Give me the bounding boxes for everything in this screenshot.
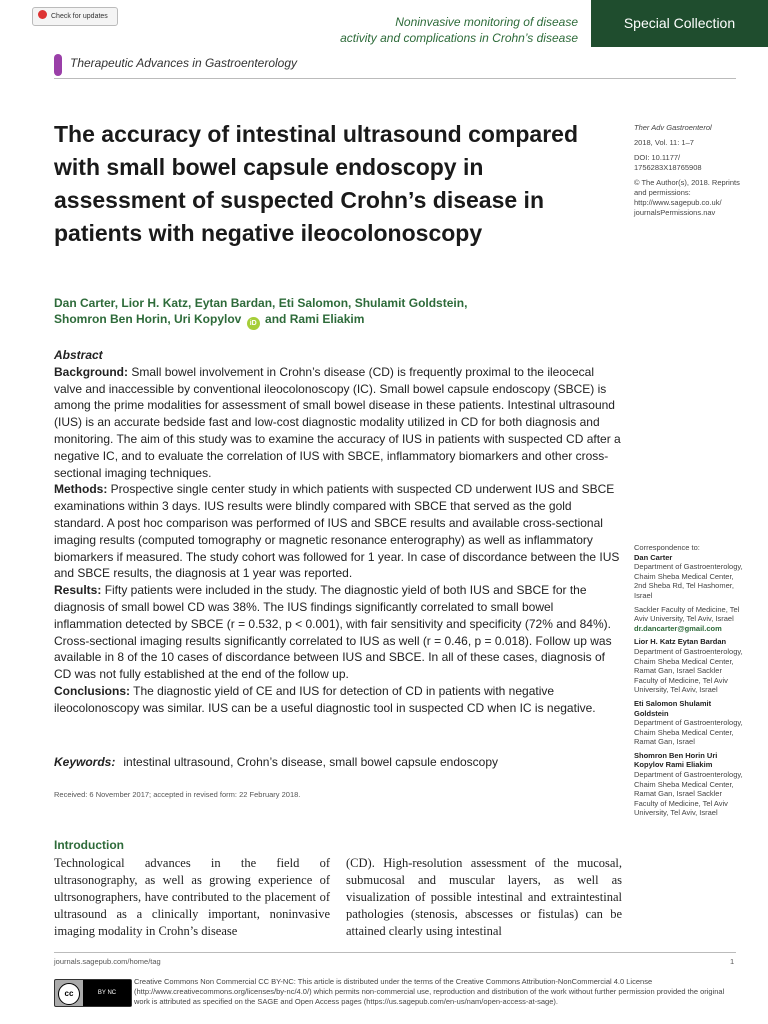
group2-names: Eti Salomon Shulamit Goldstein: [634, 698, 712, 718]
volume-info: 2018, Vol. 11: 1–7: [634, 138, 694, 147]
author-line-2a: Shomron Ben Horin, Uri Kopylov: [54, 312, 242, 326]
keywords: [54, 754, 622, 770]
abstract-results: [54, 582, 622, 683]
abstract-conclusions: [54, 683, 622, 717]
correspondence-aff2: Sackler Faculty of Medicine, Tel Aviv University, Tel Aviv, Israel: [634, 604, 740, 624]
doi[interactable]: DOI: 10.1177/ 1756283X18765908: [634, 153, 702, 172]
correspondence-aff2-block: [634, 605, 746, 634]
conclusions-label: Conclusions:: [54, 683, 131, 698]
group3-names: Shomron Ben Horin Uri Kopylov Rami Eliakim: [634, 750, 718, 770]
introduction-heading: Introduction: [54, 838, 124, 852]
background-label: Background:: [54, 364, 129, 379]
journal-name: Therapeutic Advances in Gastroenterology: [70, 56, 298, 70]
copyright: © The Author(s), 2018. Reprints and permissions: http://www.sagepub.co.uk/ journalsPermissions.nav: [634, 178, 740, 217]
header-divider: [54, 78, 736, 79]
methods-label: Methods:: [54, 482, 108, 497]
journal-url[interactable]: journals.sagepub.com/home/tag: [54, 957, 161, 966]
check-updates-icon: [38, 10, 47, 19]
correspondence-label: Correspondence to:: [634, 543, 700, 552]
article-meta: [634, 123, 744, 223]
affiliation-group-1: [634, 637, 746, 695]
keywords-text: intestinal ultrasound, Crohn’s disease, small bowel capsule endoscopy: [123, 755, 499, 769]
check-for-updates-button[interactable]: [32, 7, 118, 26]
footer-divider: [54, 952, 736, 953]
affiliation-group-2: [634, 699, 746, 747]
group2-aff: Department of Gastroenterology, Chaim Sheba Medical Center, Ramat Gan, Israel: [634, 718, 743, 747]
correspondence-block: [634, 543, 746, 601]
author-line-1: Dan Carter, Lior H. Katz, Eytan Bardan, Eti Salomon, Shulamit Goldstein,: [54, 296, 468, 310]
collection-topic: [300, 14, 578, 46]
collection-topic-line1: Noninvasive monitoring of disease: [395, 15, 578, 29]
orcid-icon[interactable]: iD: [247, 317, 260, 330]
journal-tab-icon: [54, 54, 62, 76]
received-dates: Received: 6 November 2017; accepted in revised form: 22 February 2018.: [54, 790, 301, 799]
abstract-background: [54, 364, 622, 482]
group3-aff: Department of Gastroenterology, Chaim Sheba Medical Center, Ramat Gan, Israel Sackler Faculty of Medicine, Tel Aviv University, Tel Aviv, Israel: [634, 770, 743, 818]
abstract-heading: Abstract: [54, 348, 103, 362]
affiliation-group-3: [634, 751, 746, 818]
cc-symbol: cc: [58, 983, 80, 1005]
methods-text: Prospective single center study in which patients with suspected CD underwent IUS and SBCE examinations within 3 days. IUS results were blindly compared with SBCE that served as the gold standard. A post hoc comparison was performed of IUS and SBCE results and available cross-sectional imaging results (computed tomography or magnetic resonance enterography) as well as inflammatory biomarkers if measured. The study cohort was followed for 1 year. In case of discordance between the IUS and SBCE results, the diagnosis at 1 year was reported.: [54, 482, 620, 581]
correspondence-email[interactable]: dr.dancarter@gmail.com: [634, 623, 722, 633]
cc-license-icon: [54, 979, 132, 1007]
correspondence-name: Dan Carter: [634, 552, 673, 562]
journal-abbreviation: Ther Adv Gastroenterol: [634, 123, 712, 132]
group1-aff: Department of Gastroenterology, Chaim Sheba Medical Center, Ramat Gan, Israel Sackler Faculty of Medicine, Tel Aviv University, Tel Aviv, Israel: [634, 646, 743, 695]
abstract: [54, 347, 622, 717]
page-number: 1: [730, 957, 735, 966]
introduction-column-1: Technological advances in the field of ultrasonography, as well as growing experience of ultrsonographers, have contributed to the placement of ultrasound as a clinically important, noninvasive imaging modality in Crohn’s disease: [54, 856, 330, 938]
check-updates-label: Check for updates: [51, 13, 108, 20]
group1-names: Lior H. Katz Eytan Bardan: [634, 637, 727, 647]
license-text: Creative Commons Non Commercial CC BY-NC: This article is distributed under the terms of the Creative Commons Attribution-NonCommercial 4.0 License (http://www.creativecommons.org/licenses/by-nc/4.0/) which permits non-commercial use, reproduction and distribution of the work without further permission provided the original work is attributed as specified on the SAGE and Open Access pages (https://us.sagepub.com/en-us/nam/open-access-at-sage).: [134, 977, 725, 1006]
results-text: Fifty patients were included in the study. The diagnostic yield of both IUS and SBCE for the diagnosis of small bowel CD was 38%. The IUS findings significantly correlated to small bowel inflammation detected by SBCE (r = 0.532, p < 0.001), with fair sensitivity and specificity (72% and 84%). Cross-sectional imaging results significantly correlated to IUS as well (r = 0.46, p = 0.018). Follow up was available in 8 of the 10 cases of discordance between IUS and SBCE. In all of these cases, diagnosis of CD was not fully established at the end of the follow up.: [54, 583, 612, 682]
correspondence-aff1: Department of Gastroenterology, Chaim Sheba Medical Center, 2nd Sheba Rd, Tel Hashomer, Israel: [634, 562, 743, 600]
results-label: Results:: [54, 583, 102, 598]
article-title: The accuracy of intestinal ultrasound compared with small bowel capsule endoscopy in assessment of suspected Crohn’s disease in patients with negative ileocolonoscopy: [54, 121, 579, 246]
cc-terms: BY NC: [83, 980, 131, 1006]
author-list: [54, 295, 614, 330]
author-line-2: [54, 311, 614, 330]
author-line-2b: and Rami Eliakim: [265, 312, 365, 326]
abstract-methods: [54, 481, 622, 582]
collection-topic-line2: activity and complications in Crohn’s disease: [340, 31, 578, 45]
special-collection-badge: Special Collection: [591, 0, 768, 47]
correspondence: [634, 543, 746, 822]
conclusions-text: The diagnostic yield of CE and IUS for detection of CD in patients with negative ileocolonoscopy was similar. IUS can be a useful diagnostic tool in suspected CD when IC is negative.: [54, 683, 596, 715]
introduction-column-2: (CD). High-resolution assessment of the mucosal, submucosal and muscular layers, as well as visualization of possible intestinal and extraintestinal pathologies (stenosis, abscesses or fistulas) can be attained clearly using intestinal: [346, 856, 622, 938]
keywords-label: Keywords:: [54, 755, 116, 769]
background-text: Small bowel involvement in Crohn’s disease (CD) is frequently proximal to the ileocecal valve and inaccessible by conventional ileocolonoscopy (IC). Small bowel capsule endoscopy (SBCE) is among the prime modalities for assessment of small bowel disease in these patients. Intestinal ultrasound (IUS) is an accurate bedside fast and low-cost diagnostic modality utilized in CD for both diagnosis and monitoring. The aim of this study was to examine the accuracy of IUS in patients with suspected CD after a negative IC, and to evaluate the correlation of IUS with SBCE, inflammatory biomarkers and other cross-sectional imaging techniques.: [54, 364, 621, 480]
